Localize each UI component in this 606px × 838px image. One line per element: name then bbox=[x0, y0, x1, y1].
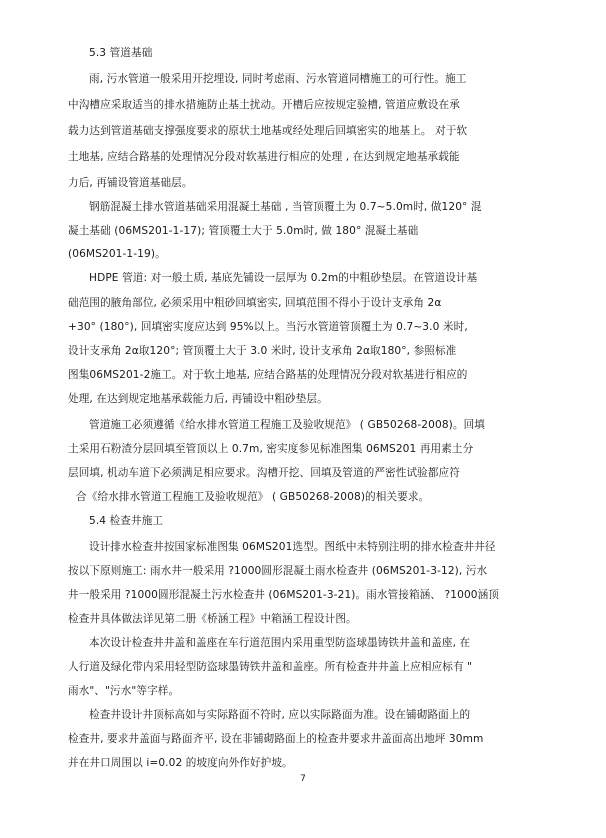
paragraph-line: HDPE 管道: 对一般土质, 基底先铺设一层厚为 0.2m的中粗砂垫层。在管道设计基 bbox=[89, 272, 478, 284]
section-heading-5-4: 5.4 检查井施工 bbox=[89, 515, 164, 527]
paragraph-line: 处理, 在达到规定地基承载能力后, 再铺设中粗砂垫层。 bbox=[68, 393, 328, 405]
paragraph-line: 设计排水检查井按国家标准图集 06MS201选型。图纸中未特别注明的排水检查井井径 bbox=[89, 541, 496, 553]
paragraph-line: 检查井具体做法详见第二册《桥涵工程》中箱涵工程设计图。 bbox=[68, 613, 357, 625]
paragraph-line: 检查井, 要求井盖面与路面齐平, 设在非铺砌路面上的检查井要求井盖面高出地坪 30mm bbox=[68, 733, 484, 745]
paragraph-line: (06MS201-1-19)。 bbox=[68, 248, 166, 260]
paragraph-line: 图集06MS201-2施工。对于软土地基, 应结合路基的处理情况分段对软基进行相应的 bbox=[68, 369, 468, 381]
paragraph-line: 雨水"、"污水"等字样。 bbox=[68, 685, 180, 697]
page-number: 7 bbox=[300, 774, 306, 784]
paragraph-line: 管道施工必须遵循《给水排水管道工程施工及验收规范》 ( GB50268-2008)。回填 bbox=[89, 419, 485, 431]
paragraph-line: 土采用石粉渣分层回填至管顶以上 0.7m, 密实度参见标准图集 06MS201 再用素土分 bbox=[68, 443, 474, 455]
paragraph-line: 钢筋混凝土排水管道基础采用混凝土基础 , 当管顶覆土为 0.7~5.0m时, 做120° 混 bbox=[89, 201, 482, 213]
paragraph-line: 雨, 污水管道一般采用开挖埋设, 同时考虑雨、污水管道同槽施工的可行性。施工 bbox=[89, 73, 467, 85]
paragraph-line: 合《给水排水管道工程施工及验收规范》 ( GB50268-2008)的相关要求。 bbox=[76, 491, 430, 503]
paragraph-line: 本次设计检查井井盖和盖座在车行道范围内采用重型防盗球墨铸铁井盖和盖座, 在 bbox=[89, 637, 471, 649]
paragraph-line: 土地基, 应结合路基的处理情况分段对软基进行相应的处理 , 在达到规定地基承载能 bbox=[68, 151, 460, 163]
section-heading-5-3: 5.3 管道基础 bbox=[89, 47, 153, 59]
paragraph-line: 设计支承角 2α取120°; 管顶覆土大于 3.0 米时, 设计支承角 2α取180°, 参照标准 bbox=[68, 345, 457, 357]
paragraph-line: 凝土基础 (06MS201-1-17); 管顶覆土大于 5.0m时, 做 180° 混凝土基础 bbox=[68, 225, 419, 237]
paragraph-line: 载力达到管道基础支撑强度要求的原状土地基或经处理后回填密实的地基上。 对于软 bbox=[68, 125, 468, 137]
paragraph-line: 力后, 再铺设管道基础层。 bbox=[68, 177, 193, 189]
paragraph-line: 中沟槽应采取适当的排水措施防止基土扰动。开槽后应按规定验槽, 管道应敷设在承 bbox=[68, 99, 460, 111]
paragraph-line: 人行道及绿化带内采用轻型防盗球墨铸铁井盖和盖座。所有检查井井盖上应相应标有 " bbox=[68, 661, 473, 673]
paragraph-line: 层回填, 机动车道下必须满足相应要求。沟槽开挖、回填及管道的严密性试验都应符 bbox=[68, 467, 460, 479]
paragraph-line: +30° (180°), 回填密实度应达到 95%以上。当污水管道管顶覆土为 0.7~3.0 米时, bbox=[68, 321, 468, 333]
paragraph-line: 检查井设计井顶标高如与实际路面不符时, 应以实际路面为准。设在铺砌路面上的 bbox=[89, 709, 471, 721]
paragraph-line: 并在井口周围以 i=0.02 的坡度向外作好护坡。 bbox=[68, 757, 293, 769]
paragraph-line: 井一般采用 ?1000圆形混凝土污水检查井 (06MS201-3-21)。雨水管接箱涵、 ?1000涵顶 bbox=[68, 589, 500, 601]
paragraph-line: 础范围的腋角部位, 必须采用中粗砂回填密实, 回填范围不得小于设计支承角 2α bbox=[68, 297, 442, 309]
paragraph-line: 按以下原则施工: 雨水井一般采用 ?1000圆形混凝土雨水检查井 (06MS201-3-12), 污水 bbox=[68, 565, 488, 577]
